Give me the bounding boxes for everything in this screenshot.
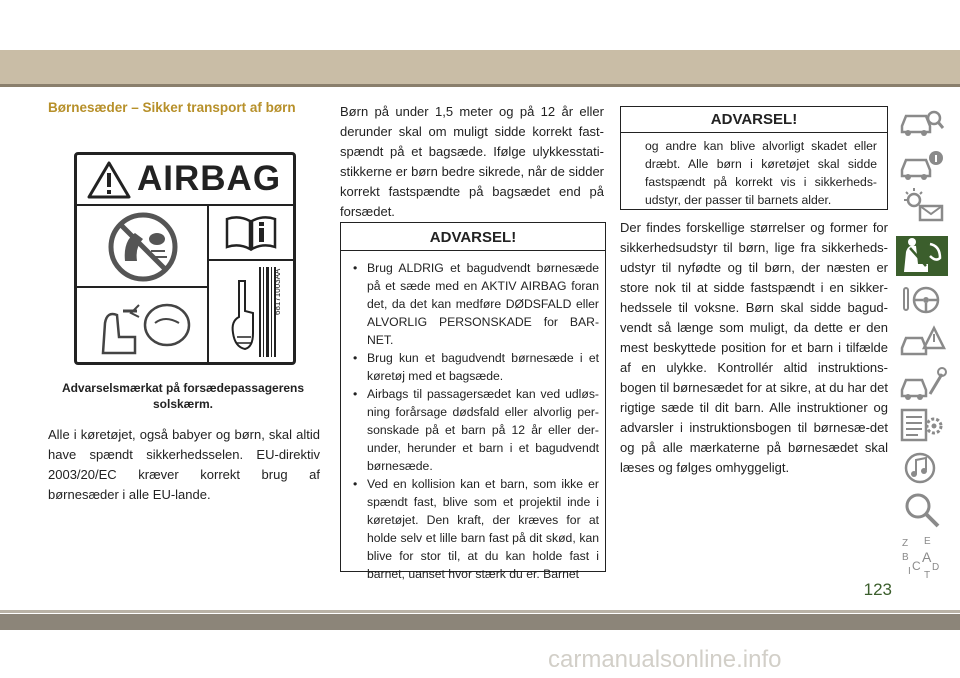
section-heading: Børnesæder – Sikker transport af børn [48,100,296,115]
car-wrench-icon [896,362,948,404]
paragraph-1: Alle i køretøjet, også babyer og børn, skal altid have spændt sikkerhedsselen. EU-direktiv 2003/20/EC kræver korrekt brug af børnesæder i alle EU-lande. [48,427,320,502]
car-warning-icon [896,320,948,362]
music-nav-icon [896,446,948,488]
bottom-band [0,614,960,630]
svg-text:D: D [932,562,940,573]
svg-text:A: A [922,549,932,565]
magnifier-icon [896,488,948,530]
tab-technical[interactable] [896,404,948,446]
airbag-warning-label [74,152,296,365]
seat-safety-icon [896,236,948,276]
checklist-gear-icon [896,404,948,446]
top-band-line [0,84,960,87]
finger-gesture-icon [227,277,257,357]
tab-search[interactable] [896,488,948,530]
warning-title: ADVARSEL! [341,223,605,251]
warning-item: • Airbags til passagersædet kan ved udløs-ning forårsage dødsfald eller alvorlig per-sonskade på et barn på 12 år eller der-under, herunder et barn i et bagudvendt børnesæde. [353,385,599,475]
tab-car-info[interactable] [896,142,948,184]
svg-text:E: E [924,536,931,547]
label-title: AIRBAG [137,159,282,198]
tab-multimedia[interactable] [896,446,948,488]
paragraph-3: Der findes forskellige størrelser og former for sikkerhedsudstyr til børn, lige fra sikkerheds-udstyr til nyfødte og til børn, der næsten er store nok til at sidde fastspændt i en sikker-hedssele til voksne. Børn skal sidde bagud-vendt så længe som muligt, da dette er den mest beskyttede position for et barn i tilfælde af en ulykke. Kontrollér altid instruktions-bogen til børnesædet for at sikre, at du har det rigtige sæde til dit barn. Alle instruktioner og advarsler i instruktionsbogen til børnesæ-det og på alle mærkaterne på børnesædet skal læses og følges omhyggeligt. [620,220,888,475]
warning-item: • Ved en kollision kan et barn, som ikke er spændt fast, blive som et projektil inde i køretøjet. Den kraft, der kræves for at holde selv et lille barn fast på dit skød, kan blive for stor til, at du kan holde fast i barnet, uanset hvor stærk du er. Barnet [353,475,599,583]
bottom-band-line [0,610,960,613]
tab-driving[interactable] [896,278,948,320]
warning-list [353,259,599,583]
tab-car-search[interactable] [896,100,948,142]
no-rear-facing-seat-icon [95,211,191,283]
seat-airbag-icon [95,293,199,359]
steering-wheel-icon [896,278,948,320]
svg-text:C: C [912,559,921,573]
tab-safety[interactable] [896,236,948,276]
tab-service[interactable] [896,362,948,404]
tab-lights-messages[interactable] [896,184,948,226]
owner-manual-icon [223,213,279,253]
svg-text:Z: Z [902,538,909,549]
warning-box-1 [340,222,606,581]
label-code: 68171003AA [273,268,282,315]
svg-text:I: I [908,566,911,577]
alphabet-index-icon [896,530,948,584]
warning-body: og andre kan blive alvorligt skadet eller dræbt. Alle børn i køretøjet skal sidde fastspændt på korrekt vis i sikkerheds-udstyr, der passer til barnets alder. [645,139,877,207]
light-mail-icon [896,184,948,226]
watermark: carmanualsonline.info [548,646,782,673]
car-search-icon [896,100,948,142]
page-number: 123 [863,580,892,599]
warning-triangle-icon [87,161,131,199]
top-band [0,50,960,84]
image-caption: Advarselsmærkat på forsædepassagerens solskærm. [61,381,305,411]
car-info-icon [896,142,948,184]
warning-item: • Brug kun et bagudvendt børnesæde i et køretøj med et bagsæde. [353,349,599,385]
tab-index[interactable] [896,530,948,584]
svg-text:B: B [902,552,909,563]
warning-title: ADVARSEL! [621,107,887,133]
label-header [77,155,293,206]
paragraph-2: Børn på under 1,5 meter og på 12 år eller derunder skal om muligt sidde korrekt fast-spændt på et bagsæde. Ifølge ulykkesstati-stikkerne er børn bedre sikrede, når de sidder korrekt fastspændte på bagsædet end på forsædet. [340,104,604,219]
svg-text:T: T [924,570,931,581]
warning-item: • Brug ALDRIG et bagudvendt børnesæde på et sæde med en AKTIV AIRBAG foran det, da det kan medføre DØDSFALD eller ALVORLIG PERSONSKADE for BAR-NET. [353,259,599,349]
tab-emergency[interactable] [896,320,948,362]
warning-box-2 [620,106,888,210]
